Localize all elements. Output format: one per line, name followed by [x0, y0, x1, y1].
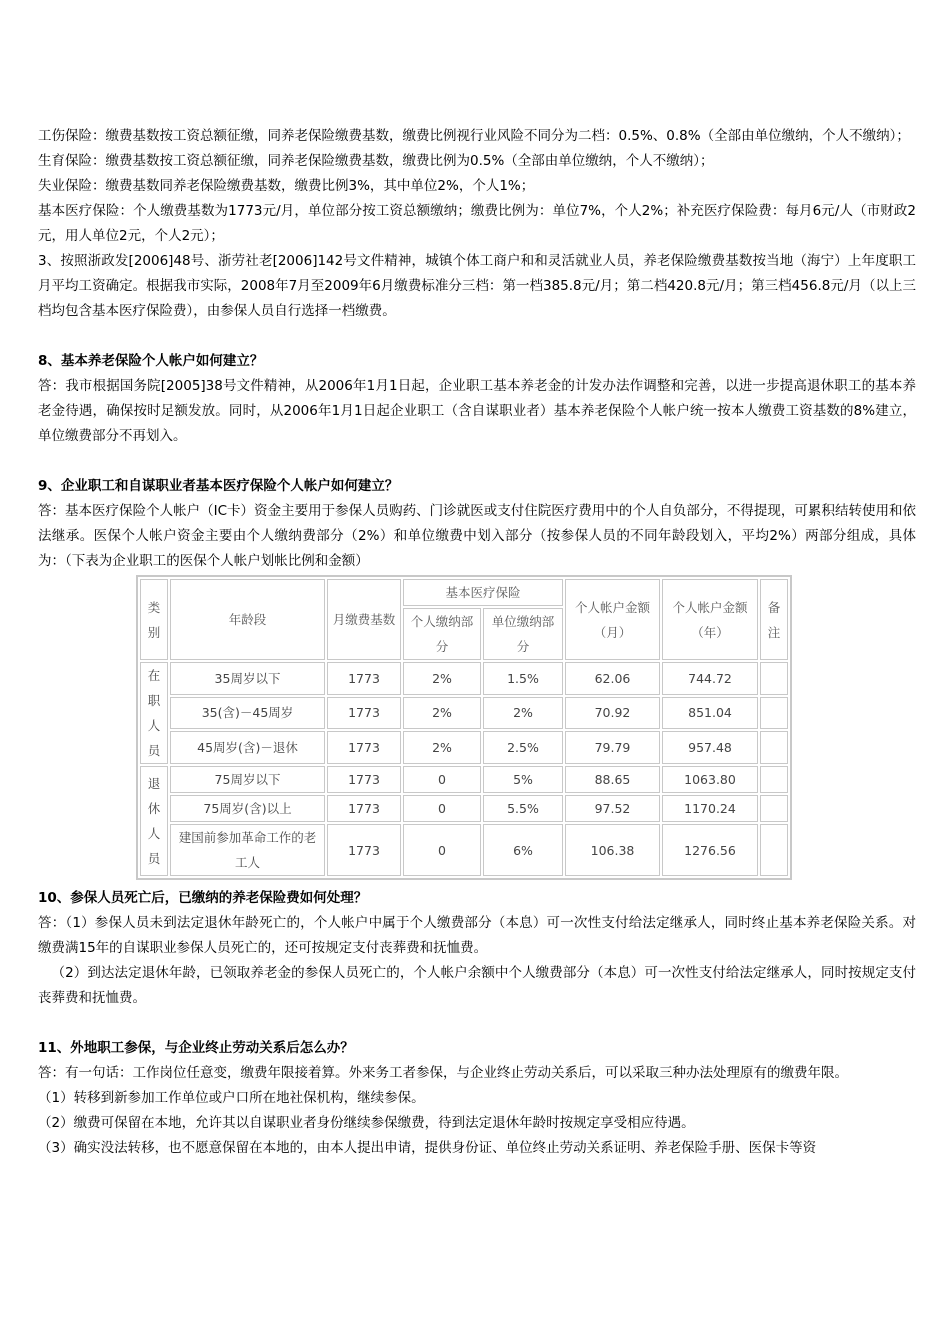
header-category: 类别: [140, 579, 168, 660]
cell-yearly: 1063.80: [662, 766, 758, 793]
header-note: 备注: [760, 579, 788, 660]
cell-age: 75周岁以下: [170, 766, 325, 793]
paragraph-unemployment: 失业保险：缴费基数同养老保险缴费基数，缴费比例3%，其中单位2%，个人1%；: [38, 178, 535, 194]
cell-base: 1773: [327, 662, 401, 695]
cell-yearly: 744.72: [662, 662, 758, 695]
question-8-answer: 答：我市根据国务院[2005]38号文件精神，从2006年1月1日起，企业职工基本养老金的计发办法作调整和完善，以进一步提高退休职工的基本养老金待遇，确保按时足额发放。同时，从2006年1月1日起企业职工（含自谋职业者）基本养老保险个人帐户统一按本人缴费工资基数的8%建立，单位缴费部分不再划入。: [38, 378, 916, 444]
cell-monthly: 97.52: [565, 795, 660, 822]
table-row: [140, 824, 788, 876]
cell-note: [760, 824, 788, 876]
question-10-title: 10、参保人员死亡后，已缴纳的养老保险费如何处理？: [38, 890, 368, 906]
header-age: 年龄段: [170, 579, 325, 660]
cell-monthly: 79.79: [565, 731, 660, 764]
cell-base: 1773: [327, 824, 401, 876]
cell-age: 45周岁(含)－退休: [170, 731, 325, 764]
question-9-title: 9、企业职工和自谋职业者基本医疗保险个人帐户如何建立？: [38, 478, 399, 494]
paragraph-maternity: 生育保险：缴费基数按工资总额征缴，同养老保险缴费基数，缴费比例为0.5%（全部由单位缴纳，个人不缴纳）；: [38, 153, 714, 169]
question-11-item-3: （3）确实没法转移，也不愿意保留在本地的，由本人提出申请，提供身份证、单位终止劳动关系证明、养老保险手册、医保卡等资: [38, 1140, 817, 1156]
paragraph-work-injury: 工伤保险：缴费基数按工资总额征缴，同养老保险缴费基数，缴费比例视行业风险不同分为二档：0.5%、0.8%（全部由单位缴纳，个人不缴纳）；: [38, 128, 910, 144]
cell-personal: 0: [403, 766, 481, 793]
cell-base: 1773: [327, 731, 401, 764]
cell-monthly: 70.92: [565, 697, 660, 730]
header-personal: 个人缴纳部分: [403, 608, 481, 660]
cell-unit: 6%: [483, 824, 563, 876]
cell-yearly: 851.04: [662, 697, 758, 730]
cell-unit: 5.5%: [483, 795, 563, 822]
table-row: [140, 766, 788, 793]
group-retired: 退休人员: [140, 766, 168, 876]
header-monthly: 个人帐户金额（月）: [565, 579, 660, 660]
cell-yearly: 957.48: [662, 731, 758, 764]
cell-unit: 2.5%: [483, 731, 563, 764]
paragraph-self-employed: 3、按照浙政发[2006]48号、浙劳社老[2006]142号文件精神，城镇个体工商户和和灵活就业人员，养老保险缴费基数按当地（海宁）上年度职工月平均工资确定。根据我市实际，2008年7月至2009年6月缴费标准分三档：第一档385.8元/月；第二档420.8元/月；第三档456.8元/月（以上三档均包含基本医疗保险费），由参保人员自行选择一档缴费。: [38, 253, 916, 319]
cell-age: 75周岁(含)以上: [170, 795, 325, 822]
table-row: [140, 731, 788, 764]
header-medical: 基本医疗保险: [403, 579, 563, 606]
cell-personal: 2%: [403, 697, 481, 730]
question-10-answer-1: 答：（1）参保人员未到法定退休年龄死亡的，个人帐户中属于个人缴费部分（本息）可一次性支付给法定继承人，同时终止基本养老保险关系。对缴费满15年的自谋职业参保人员死亡的，还可按规定支付丧葬费和抚恤费。: [38, 915, 916, 956]
cell-personal: 0: [403, 795, 481, 822]
medical-account-table-wrapper: [136, 575, 916, 880]
cell-note: [760, 731, 788, 764]
cell-unit: 5%: [483, 766, 563, 793]
cell-age: 建国前参加革命工作的老工人: [170, 824, 325, 876]
cell-personal: 2%: [403, 731, 481, 764]
cell-monthly: 62.06: [565, 662, 660, 695]
cell-monthly: 106.38: [565, 824, 660, 876]
header-yearly: 个人帐户金额（年）: [662, 579, 758, 660]
cell-base: 1773: [327, 795, 401, 822]
medical-account-table: [136, 575, 792, 880]
question-9-answer: 答：基本医疗保险个人帐户（IC卡）资金主要用于参保人员购药、门诊就医或支付住院医疗费用中的个人自负部分，不得提现，可累积结转使用和依法继承。医保个人帐户资金主要由个人缴纳费部分（2%）和单位缴费中划入部分（按参保人员的不同年龄段划入，平均2%）两部分组成，具体为：（下表为企业职工的医保个人帐户划帐比例和金额）: [38, 503, 916, 569]
cell-age: 35(含)－45周岁: [170, 697, 325, 730]
cell-base: 1773: [327, 697, 401, 730]
header-unit: 单位缴纳部分: [483, 608, 563, 660]
cell-age: 35周岁以下: [170, 662, 325, 695]
cell-yearly: 1276.56: [662, 824, 758, 876]
question-11-answer: 答：有一句话：工作岗位任意变，缴费年限接着算。外来务工者参保，与企业终止劳动关系后，可以采取三种办法处理原有的缴费年限。: [38, 1065, 848, 1081]
header-base: 月缴费基数: [327, 579, 401, 660]
table-header-row-1: [140, 579, 788, 606]
question-10-answer-2: （2）到达法定退休年龄，已领取养老金的参保人员死亡的，个人帐户余额中个人缴费部分（本息）可一次性支付给法定继承人，同时按规定支付丧葬费和抚恤费。: [38, 965, 916, 1006]
cell-unit: 2%: [483, 697, 563, 730]
group-employed: 在职人员: [140, 662, 168, 764]
question-11-title: 11、外地职工参保，与企业终止劳动关系后怎么办？: [38, 1040, 354, 1056]
question-11-item-1: （1）转移到新参加工作单位或户口所在地社保机构，继续参保。: [38, 1090, 425, 1106]
cell-note: [760, 766, 788, 793]
table-row: [140, 795, 788, 822]
cell-monthly: 88.65: [565, 766, 660, 793]
cell-personal: 0: [403, 824, 481, 876]
paragraph-medical: 基本医疗保险：个人缴费基数为1773元/月，单位部分按工资总额缴纳；缴费比例为：单位7%，个人2%；补充医疗保险费：每月6元/人（市财政2元，用人单位2元，个人2元）；: [38, 203, 916, 244]
cell-personal: 2%: [403, 662, 481, 695]
cell-note: [760, 662, 788, 695]
question-11-item-2: （2）缴费可保留在本地，允许其以自谋职业者身份继续参保缴费，待到法定退休年龄时按规定享受相应待遇。: [38, 1115, 695, 1131]
question-8-title: 8、基本养老保险个人帐户如何建立？: [38, 353, 264, 369]
cell-note: [760, 697, 788, 730]
document-page: [38, 124, 916, 1161]
cell-note: [760, 795, 788, 822]
cell-unit: 1.5%: [483, 662, 563, 695]
cell-base: 1773: [327, 766, 401, 793]
table-row: [140, 662, 788, 695]
cell-yearly: 1170.24: [662, 795, 758, 822]
table-row: [140, 697, 788, 730]
